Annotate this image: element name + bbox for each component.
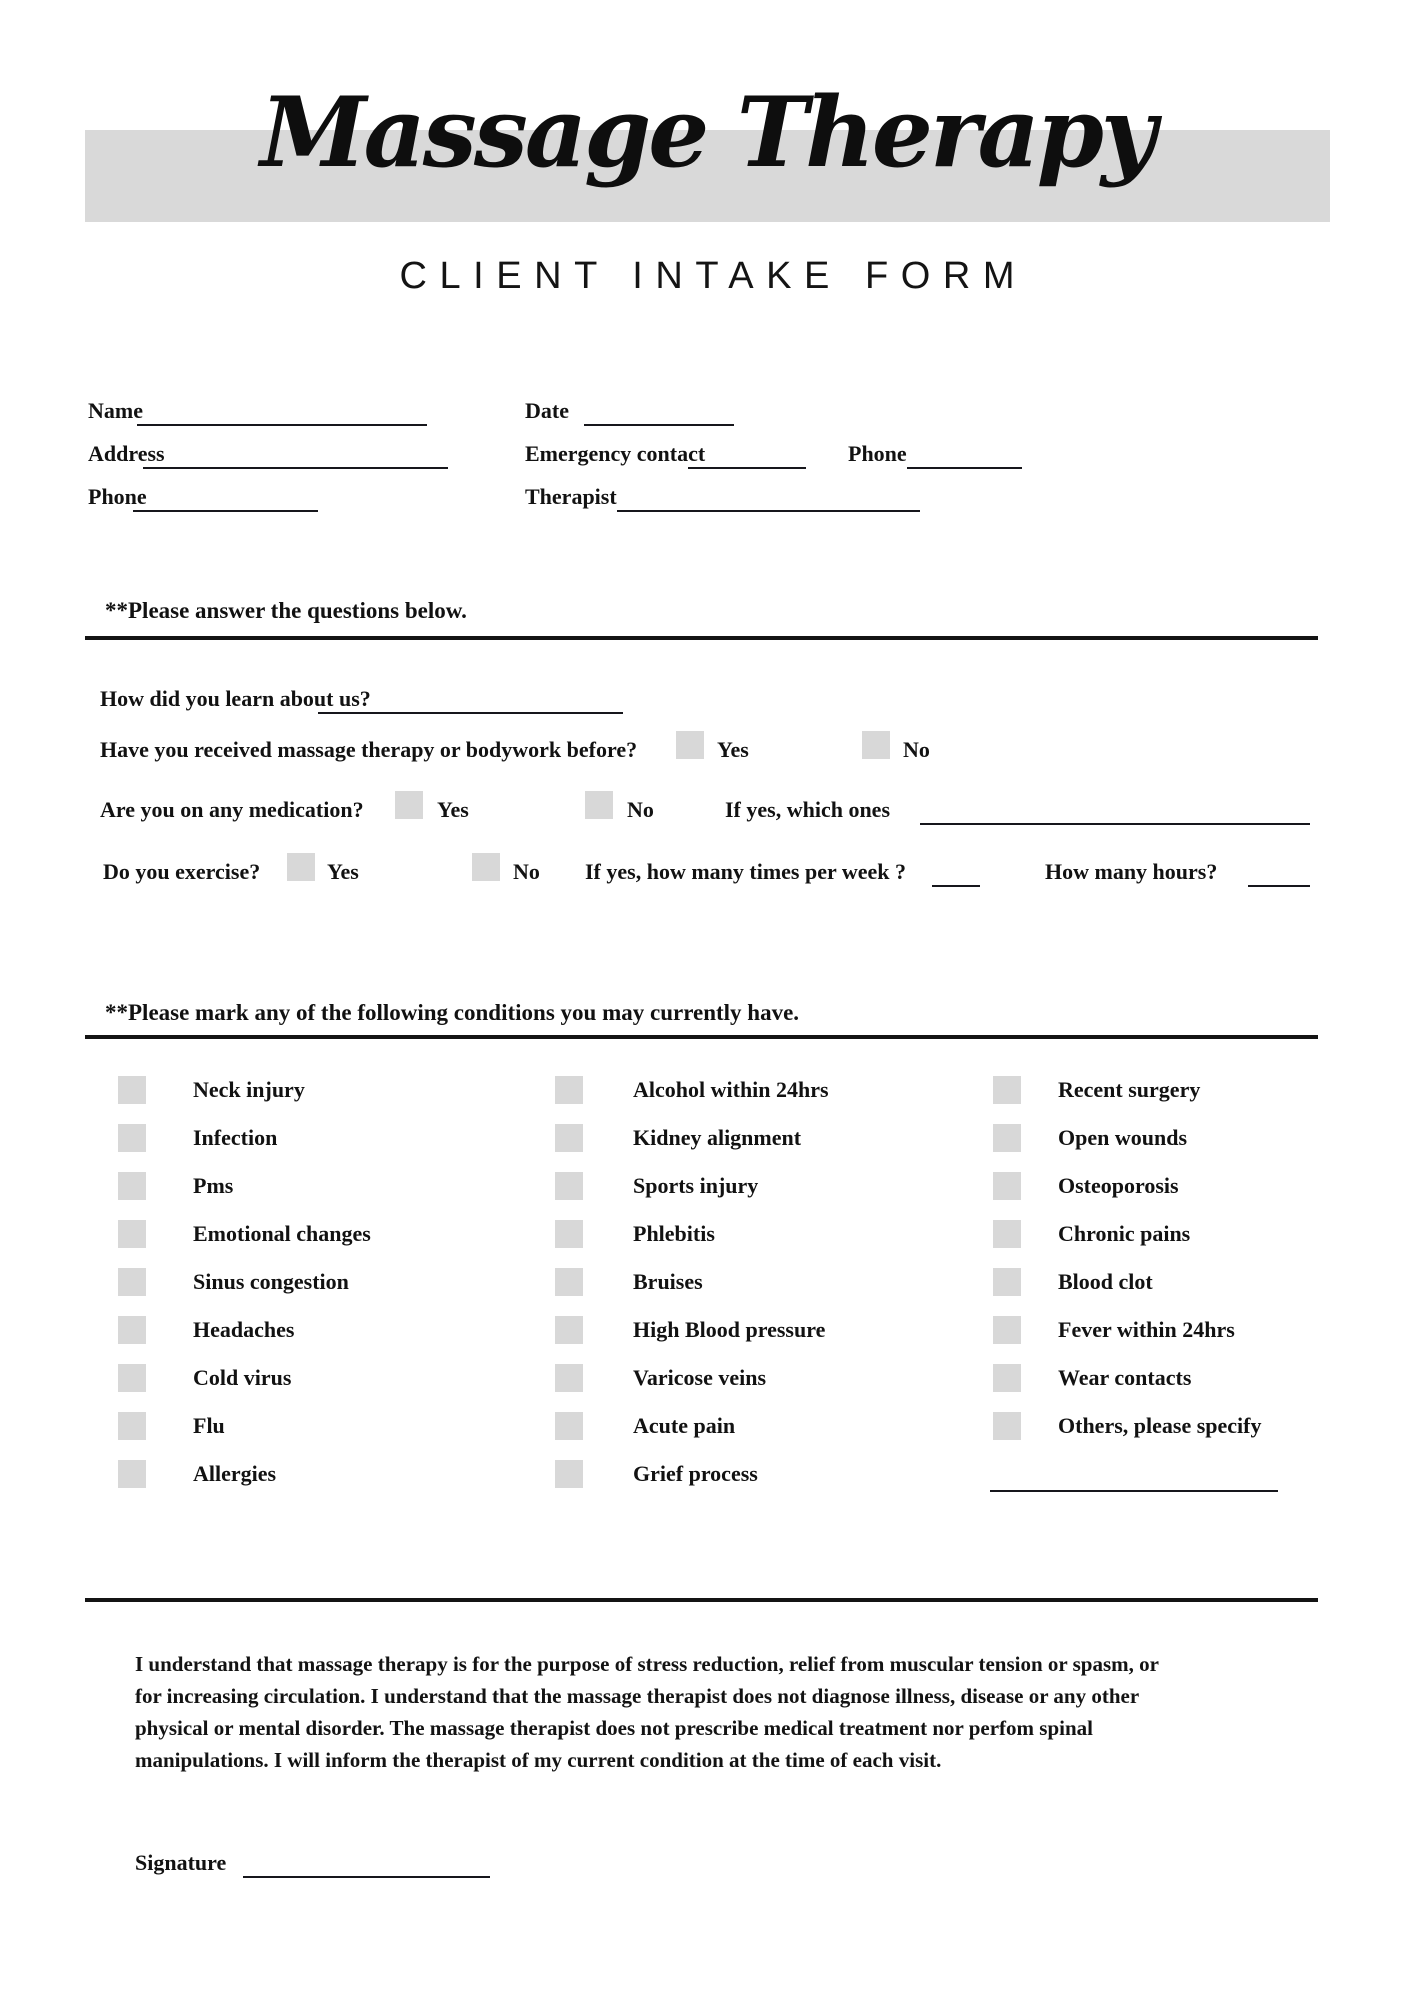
section-divider [85,1035,1318,1039]
condition-label: Allergies [193,1461,277,1486]
exercise-no-label: No [513,859,540,884]
medication-yes-checkbox[interactable] [395,791,423,819]
high-blood-pressure-checkbox[interactable] [555,1316,583,1344]
chronic-pains-checkbox[interactable] [993,1220,1021,1248]
disclaimer-text [135,1648,1265,1776]
condition-label: Neck injury [193,1077,305,1102]
received-no-checkbox[interactable] [862,731,890,759]
exercise-yes-checkbox[interactable] [287,853,315,881]
answer-questions-heading: **Please answer the questions below. [105,598,467,623]
name-input-line[interactable] [137,424,427,426]
condition-label: Grief process [633,1461,758,1486]
sinus-congestion-checkbox[interactable] [118,1268,146,1296]
phone-label: Phone [88,484,147,509]
section-divider [85,1598,1318,1602]
emergency-phone-label: Phone [848,441,907,466]
times-per-week-label: If yes, how many times per week ? [585,859,907,884]
phone-input-line[interactable] [133,510,318,512]
condition-label: Osteoporosis [1058,1173,1179,1198]
condition-label: Cold virus [193,1365,292,1390]
condition-label: Sports injury [633,1173,759,1198]
condition-label: Recent surgery [1058,1077,1201,1102]
how-many-hours-label: How many hours? [1045,859,1218,884]
infection-checkbox[interactable] [118,1124,146,1152]
section-divider [85,636,1318,640]
condition-label: Pms [193,1173,234,1198]
condition-label: Fever within 24hrs [1058,1317,1235,1342]
acute-pain-checkbox[interactable] [555,1412,583,1440]
brand-title: Massage Therapy [260,76,1154,189]
condition-label: Infection [193,1125,278,1150]
others-specify-input-line[interactable] [990,1490,1278,1492]
how-many-hours-input-line[interactable] [1248,885,1310,887]
received-before-question: Have you received massage therapy or bodywork before? [100,737,638,762]
cold-virus-checkbox[interactable] [118,1364,146,1392]
fever-24hrs-checkbox[interactable] [993,1316,1021,1344]
exercise-yes-label: Yes [327,859,359,884]
condition-label: Open wounds [1058,1125,1188,1150]
which-ones-input-line[interactable] [920,823,1310,825]
condition-label: Others, please specify [1058,1413,1262,1438]
osteoporosis-checkbox[interactable] [993,1172,1021,1200]
medication-no-label: No [627,797,654,822]
bruises-checkbox[interactable] [555,1268,583,1296]
signature-label: Signature [135,1850,227,1875]
therapist-input-line[interactable] [617,510,920,512]
which-ones-label: If yes, which ones [725,797,891,822]
address-label: Address [88,441,165,466]
condition-label: Chronic pains [1058,1221,1191,1246]
pms-checkbox[interactable] [118,1172,146,1200]
condition-label: Bruises [633,1269,703,1294]
emergency-contact-input-line[interactable] [688,467,806,469]
received-yes-label: Yes [717,737,749,762]
therapist-label: Therapist [525,484,617,509]
phlebitis-checkbox[interactable] [555,1220,583,1248]
condition-label: Phlebitis [633,1221,715,1246]
condition-label: Flu [193,1413,225,1438]
medication-question: Are you on any medication? [100,797,364,822]
condition-label: Alcohol within 24hrs [633,1077,829,1102]
condition-label: Sinus congestion [193,1269,349,1294]
condition-label: Varicose veins [633,1365,767,1390]
received-no-label: No [903,737,930,762]
learn-about-us-input-line[interactable] [318,712,623,714]
disclaimer-line: physical or mental disorder. The massage therapist does not prescribe medical treatment nor perfom spinal [135,1716,1093,1740]
emergency-phone-input-line[interactable] [907,467,1022,469]
medication-yes-label: Yes [437,797,469,822]
condition-label: High Blood pressure [633,1317,826,1342]
signature-input-line[interactable] [243,1876,490,1878]
condition-label: Emotional changes [193,1221,371,1246]
condition-label: Acute pain [633,1413,736,1438]
recent-surgery-checkbox[interactable] [993,1076,1021,1104]
condition-label: Blood clot [1058,1269,1153,1294]
conditions-heading: **Please mark any of the following conditions you may currently have. [105,1000,800,1025]
exercise-question: Do you exercise? [103,859,261,884]
emotional-changes-checkbox[interactable] [118,1220,146,1248]
condition-label: Wear contacts [1058,1365,1192,1390]
learn-about-us-question: How did you learn about us? [100,686,371,711]
times-per-week-input-line[interactable] [932,885,980,887]
disclaimer-line: manipulations. I will inform the therapist of my current condition at the time of each visit. [135,1748,942,1772]
medication-no-checkbox[interactable] [585,791,613,819]
date-input-line[interactable] [584,424,734,426]
disclaimer-line: I understand that massage therapy is for the purpose of stress reduction, relief from muscular tension or spasm, or [135,1652,1159,1676]
emergency-contact-label: Emergency contact [525,441,706,466]
neck-injury-checkbox[interactable] [118,1076,146,1104]
condition-label: Headaches [193,1317,295,1342]
date-label: Date [525,398,569,423]
varicose-veins-checkbox[interactable] [555,1364,583,1392]
address-input-line[interactable] [143,467,448,469]
grief-process-checkbox[interactable] [555,1460,583,1488]
sports-injury-checkbox[interactable] [555,1172,583,1200]
received-yes-checkbox[interactable] [676,731,704,759]
alcohol-24hrs-checkbox[interactable] [555,1076,583,1104]
exercise-no-checkbox[interactable] [472,853,500,881]
others-checkbox[interactable] [993,1412,1021,1440]
flu-checkbox[interactable] [118,1412,146,1440]
wear-contacts-checkbox[interactable] [993,1364,1021,1392]
condition-label: Kidney alignment [633,1125,802,1150]
name-label: Name [88,398,143,423]
blood-clot-checkbox[interactable] [993,1268,1021,1296]
allergies-checkbox[interactable] [118,1460,146,1488]
page-title: CLIENT INTAKE FORM [399,255,1028,297]
open-wounds-checkbox[interactable] [993,1124,1021,1152]
kidney-alignment-checkbox[interactable] [555,1124,583,1152]
headaches-checkbox[interactable] [118,1316,146,1344]
disclaimer-line: for increasing circulation. I understand that the massage therapist does not diagnose illness, disease or any other [135,1684,1140,1708]
